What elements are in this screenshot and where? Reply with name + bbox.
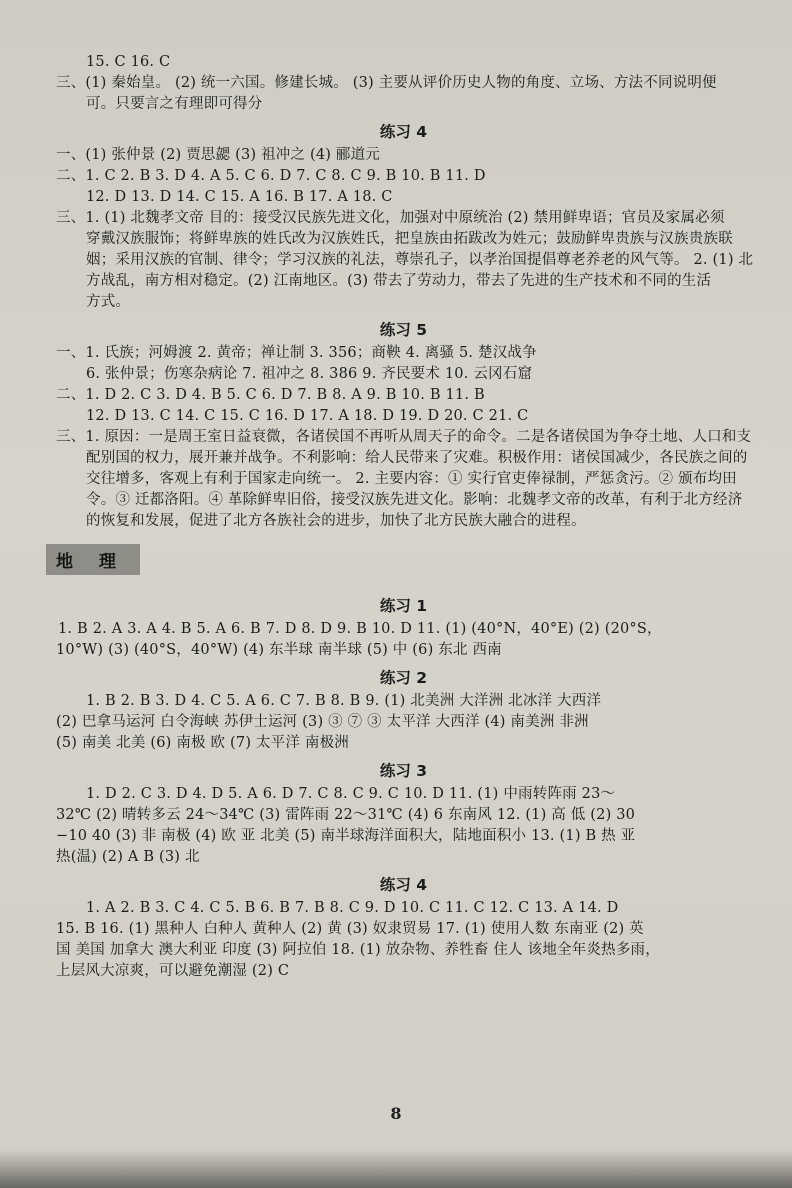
geography-section-label: 地 理 — [46, 544, 140, 575]
answer-line: 穿戴汉族服饰；将鲜卑族的姓氏改为汉族姓氏，把皇族由拓跋改为姓元；鼓励鲜卑贵族与汉族贵族联 — [86, 231, 733, 247]
history-tail-block — [56, 52, 751, 115]
answer-line: 一、1. 氏族；河姆渡 2. 黄帝；禅让制 3. 356；商鞅 4. 离骚 5. 楚汉战争 — [56, 345, 537, 361]
exercise-title: 练习 5 — [379, 321, 428, 339]
answer-line: 三、1. (1) 北魏孝文帝 目的：接受汉民族先进文化，加强对中原统治 (2) 禁用鲜卑语；官员及家属必须 — [56, 210, 725, 226]
answer-line: 15. C 16. C — [86, 54, 171, 70]
answer-line: 交往增多，客观上有利于国家走向统一。 2. 主要内容：① 实行官吏俸禄制，严惩贪污。② 颁布均田 — [86, 471, 737, 487]
history-exercise-5 — [56, 319, 751, 532]
answer-line: (5) 南美 北美 (6) 南极 欧 (7) 太平洋 南极洲 — [56, 735, 349, 751]
geography-exercise-4 — [56, 874, 751, 982]
answer-line: 二、1. D 2. C 3. D 4. B 5. C 6. D 7. B 8. A 9. B 10. B 11. B — [56, 387, 485, 403]
exercise-title: 练习 2 — [379, 669, 428, 687]
answer-line: 1. D 2. C 3. D 4. D 5. A 6. D 7. C 8. C 9. C 10. D 11. (1) 中雨转阵雨 23～ — [86, 786, 616, 802]
answer-line: 令。③ 迁都洛阳。④ 革除鲜卑旧俗，接受汉族先进文化。影响：北魏孝文帝的改革，有利于北方经济 — [86, 492, 743, 508]
geography-exercise-1 — [56, 595, 751, 661]
answer-line: 配别国的权力，展开兼并战争。不利影响：给人民带来了灾难。积极作用：诸侯国减少，各民族之间的 — [86, 450, 748, 466]
page-edge-shadow — [0, 1150, 792, 1188]
answer-line: −10 40 (3) 非 南极 (4) 欧 亚 北美 (5) 南半球海洋面积大，陆地面积小 13. (1) B 热 亚 — [56, 828, 636, 844]
answer-line: 一、(1) 张仲景 (2) 贾思勰 (3) 祖冲之 (4) 郦道元 — [56, 147, 381, 163]
answer-line: 1. A 2. B 3. C 4. C 5. B 6. B 7. B 8. C 9. D 10. C 11. C 12. C 13. A 14. D — [86, 900, 619, 916]
exercise-title: 练习 1 — [379, 597, 428, 615]
answer-line: 三、1. 原因：一是周王室日益衰微，各诸侯国不再听从周天子的命令。二是各诸侯国为争夺土地、人口和支 — [56, 429, 752, 445]
exercise-title: 练习 4 — [379, 876, 428, 894]
exercise-title: 练习 3 — [379, 762, 428, 780]
answer-line: 32℃ (2) 晴转多云 24～34℃ (3) 雷阵雨 22～31℃ (4) 6 东南风 12. (1) 高 低 (2) 30 — [56, 807, 636, 823]
answer-line: 方战乱，南方相对稳定。(2) 江南地区。(3) 带去了劳动力，带去了先进的生产技术和不同的生活 — [86, 273, 712, 289]
answer-line: 姻；采用汉族的官制、律令；学习汉族的礼法，尊崇孔子，以孝治国提倡尊老养老的风气等。 2. (1) 北 — [86, 252, 754, 268]
answer-line: 国 美国 加拿大 澳大利亚 印度 (3) 阿拉伯 18. (1) 放杂物、养牲畜 住人 该地全年炎热多雨， — [56, 942, 660, 958]
answer-line: 10°W) (3) (40°S，40°W) (4) 东半球 南半球 (5) 中 (6) 东北 西南 — [56, 642, 502, 658]
answer-line: 的恢复和发展，促进了北方各族社会的进步，加快了北方民族大融合的进程。 — [86, 513, 586, 529]
answer-line: (2) 巴拿马运河 白令海峡 苏伊士运河 (3) ③ ⑦ ③ 太平洋 大西洋 (4) 南美洲 非洲 — [56, 714, 589, 730]
answer-line: 1. B 2. B 3. D 4. C 5. A 6. C 7. B 8. B 9. (1) 北美洲 大洋洲 北冰洋 大西洋 — [86, 693, 602, 709]
page-number: 8 — [390, 1104, 402, 1123]
answer-line: 6. 张仲景；伤寒杂病论 7. 祖冲之 8. 386 9. 齐民要术 10. 云冈石窟 — [86, 366, 533, 382]
answer-line: 1. B 2. A 3. A 4. B 5. A 6. B 7. D 8. D 9. B 10. D 11. (1) (40°N，40°E) (2) (20°S， — [58, 621, 662, 637]
exercise-title: 练习 4 — [379, 123, 428, 141]
answer-content — [56, 52, 754, 982]
answer-line: 二、1. C 2. B 3. D 4. A 5. C 6. D 7. C 8. C 9. B 10. B 11. D — [56, 168, 486, 184]
answer-line: 可。只要言之有理即可得分 — [86, 96, 263, 112]
answer-line: 三、(1) 秦始皇。 (2) 统一六国。修建长城。 (3) 主要从评价历史人物的角度、立场、方法不同说明便 — [56, 75, 717, 91]
answer-line: 12. D 13. D 14. C 15. A 16. B 17. A 18. C — [86, 189, 393, 205]
geography-exercise-2 — [56, 667, 751, 754]
answer-line: 方式。 — [86, 294, 131, 310]
history-exercise-4 — [56, 121, 754, 313]
answer-line: 12. D 13. C 14. C 15. C 16. D 17. A 18. D 19. D 20. C 21. C — [86, 408, 529, 424]
answer-line: 上层风大凉爽，可以避免潮湿 (2) C — [56, 963, 290, 979]
geography-exercise-3 — [56, 760, 751, 868]
answer-line: 热(温) (2) A B (3) 北 — [56, 849, 200, 865]
answer-line: 15. B 16. (1) 黑种人 白种人 黄种人 (2) 黄 (3) 奴隶贸易 17. (1) 使用人数 东南亚 (2) 英 — [56, 921, 644, 937]
